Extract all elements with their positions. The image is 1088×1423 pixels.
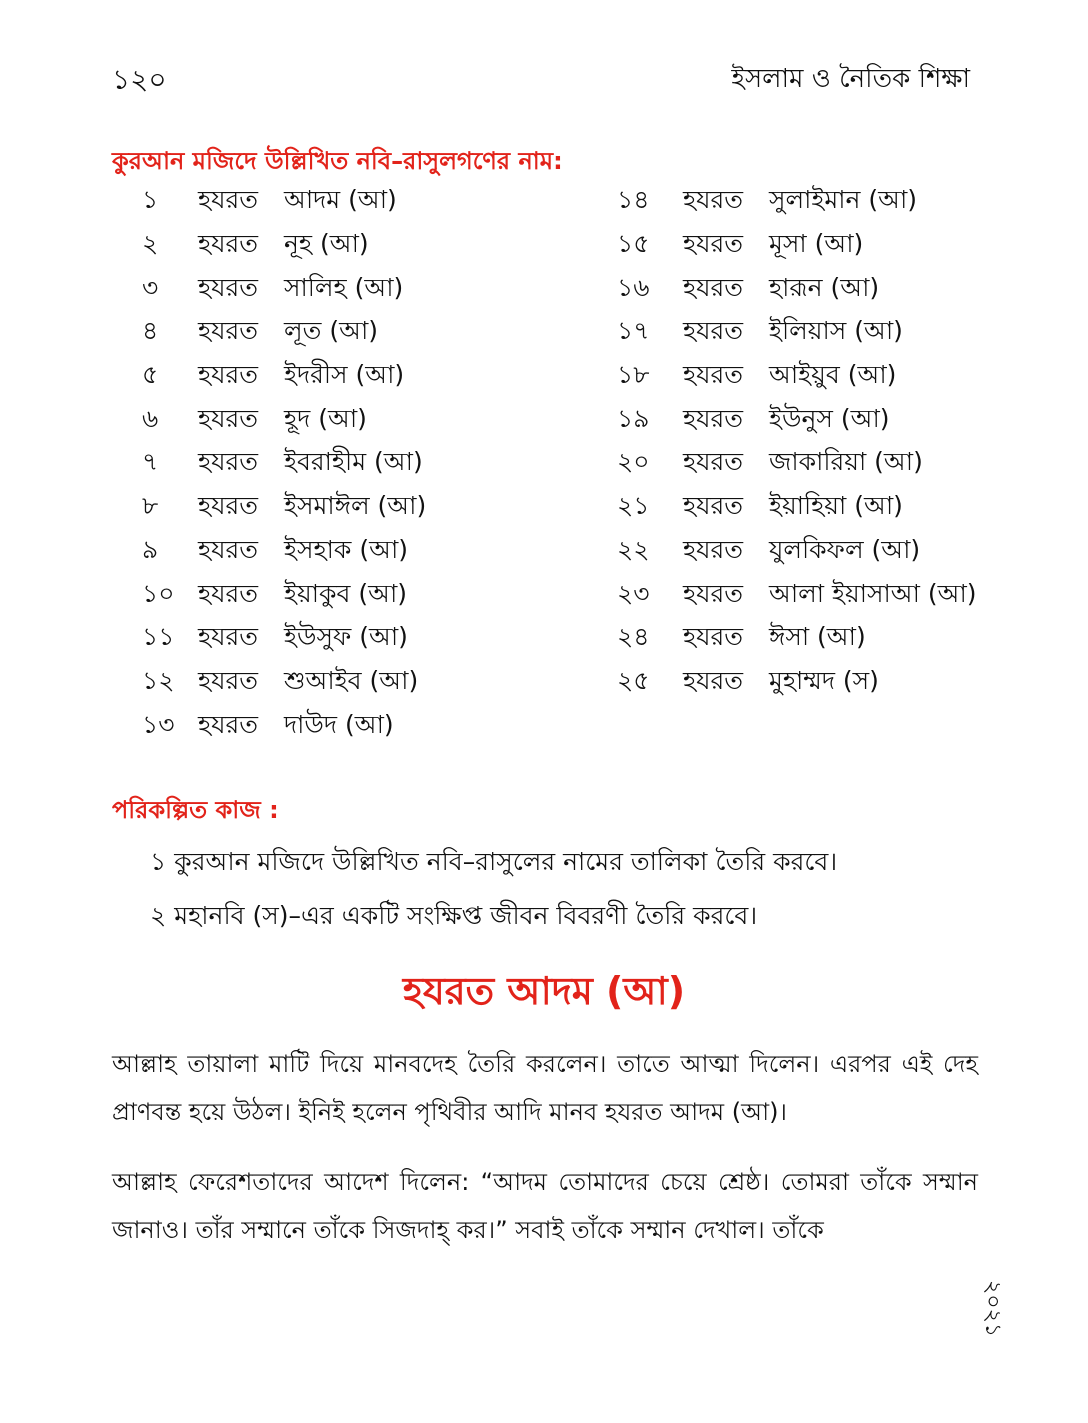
item-number: ১৮ (617, 360, 650, 390)
item-name: আলা ইয়াসাআ (আ) (769, 578, 977, 608)
item-text: কুরআন মজিদে উল্লিখিত নবি–রাসুলের নামের তালিকা তৈরি করবে। (174, 846, 838, 876)
list-item (142, 704, 426, 748)
margin-mark: ২০২১ (980, 1280, 1005, 1338)
item-name: নূহ (আ) (284, 229, 369, 259)
item-title: হযরত (683, 491, 744, 521)
item-name: মূসা (আ) (769, 229, 864, 259)
item-title: হযরত (683, 272, 744, 302)
item-number: ৫ (142, 360, 159, 390)
list-item (150, 836, 837, 890)
item-title: হযরত (198, 534, 259, 564)
item-title: হযরত (198, 447, 259, 477)
item-number: ১৭ (617, 316, 650, 346)
item-number: ১৪ (617, 185, 650, 215)
item-number: ১০ (142, 578, 175, 608)
list-item (142, 573, 426, 617)
item-name: মুহাম্মদ (স) (769, 665, 879, 695)
item-number: ২১ (617, 491, 650, 521)
item-number: ২৪ (617, 622, 650, 652)
item-number: ২৫ (617, 665, 650, 695)
item-name: লূত (আ) (284, 316, 379, 346)
item-name: ঈসা (আ) (769, 622, 866, 652)
item-title: হযরত (198, 229, 259, 259)
item-name: ইয়াকুব (আ) (284, 578, 407, 608)
item-title: হযরত (198, 709, 259, 739)
list-item (617, 530, 977, 574)
item-number: ১ (142, 185, 159, 215)
prophets-list-left (142, 180, 426, 748)
item-number: ৮ (142, 491, 159, 521)
item-name: ইদরীস (আ) (284, 360, 405, 390)
list-item (150, 890, 837, 944)
prophets-list-heading: কুরআন মজিদে উল্লিখিত নবি–রাসুলগণের নাম: (112, 147, 563, 175)
list-item (142, 617, 426, 661)
item-title: হযরত (683, 185, 744, 215)
item-number: ৬ (142, 403, 159, 433)
list-item (142, 224, 426, 268)
item-name: ইসহাক (আ) (284, 534, 409, 564)
item-title: হযরত (198, 360, 259, 390)
item-number: ১ (150, 846, 167, 876)
list-item (142, 398, 426, 442)
list-item (617, 355, 977, 399)
item-name: দাউদ (আ) (284, 709, 394, 739)
item-number: ১৫ (617, 229, 650, 259)
list-item (617, 311, 977, 355)
item-title: হযরত (683, 578, 744, 608)
item-title: হযরত (198, 622, 259, 652)
list-item (617, 486, 977, 530)
item-name: আইয়ুব (আ) (769, 360, 897, 390)
list-item (142, 661, 426, 705)
item-name: ইসমাঈল (আ) (284, 491, 427, 521)
item-name: হূদ (আ) (284, 403, 367, 433)
list-item (617, 617, 977, 661)
list-item (617, 180, 977, 224)
item-title: হযরত (198, 403, 259, 433)
planned-work-list (150, 836, 837, 944)
item-name: সুলাইমান (আ) (769, 185, 918, 215)
item-title: হযরত (683, 403, 744, 433)
list-item (142, 311, 426, 355)
paragraph: আল্লাহ ফেরেশতাদের আদেশ দিলেন: “আদম তোমাদের চেয়ে শ্রেষ্ঠ। তোমরা তাঁকে সম্মান জানাও। তাঁর সম্মানে তাঁকে সিজদাহ্ কর।” সবাই তাঁকে সম্মান দেখাল। তাঁকে (112, 1168, 978, 1244)
item-title: হযরত (198, 272, 259, 302)
item-number: ১৬ (617, 272, 650, 302)
item-name: যুলকিফল (আ) (769, 534, 921, 564)
list-item (617, 267, 977, 311)
list-item (142, 530, 426, 574)
list-item (142, 267, 426, 311)
item-name: ইউসুফ (আ) (284, 622, 408, 652)
item-title: হযরত (198, 578, 259, 608)
item-name: সালিহ (আ) (284, 272, 404, 302)
item-title: হযরত (198, 316, 259, 346)
item-title: হযরত (683, 534, 744, 564)
list-item (617, 442, 977, 486)
item-title: হযরত (683, 360, 744, 390)
item-title: হযরত (683, 622, 744, 652)
item-title: হযরত (683, 447, 744, 477)
list-item (617, 224, 977, 268)
section-title: হযরত আদম (আ) (402, 969, 686, 1013)
item-number: ১৯ (617, 403, 650, 433)
item-name: ইয়াহিয়া (আ) (769, 491, 903, 521)
item-name: ইলিয়াস (আ) (769, 316, 903, 346)
list-item (617, 573, 977, 617)
item-name: ইবরাহীম (আ) (284, 447, 423, 477)
list-item (142, 486, 426, 530)
item-number: ১২ (142, 665, 175, 695)
item-title: হযরত (683, 229, 744, 259)
item-name: ইউনুস (আ) (769, 403, 890, 433)
list-item (142, 355, 426, 399)
item-name: জাকারিয়া (আ) (769, 447, 923, 477)
prophets-list-right (617, 180, 977, 704)
planned-work-heading: পরিকল্পিত কাজ : (112, 796, 279, 824)
item-name: শুআইব (আ) (284, 665, 419, 695)
item-number: ২ (142, 229, 159, 259)
running-head: ইসলাম ও নৈতিক শিক্ষা (731, 64, 970, 94)
item-title: হযরত (198, 185, 259, 215)
item-number: ৯ (142, 534, 159, 564)
paragraph: আল্লাহ তায়ালা মাটি দিয়ে মানবদেহ তৈরি করলেন। তাতে আত্মা দিলেন। এরপর এই দেহ প্রাণবন্ত হয়ে উঠল। ইনিই হলেন পৃথিবীর আদি মানব হযরত আদম (আ)। (112, 1050, 978, 1126)
list-item (617, 661, 977, 705)
item-title: হযরত (198, 491, 259, 521)
item-name: আদম (আ) (284, 185, 397, 215)
item-title: হযরত (683, 665, 744, 695)
item-number: ৭ (142, 447, 159, 477)
item-title: হযরত (683, 316, 744, 346)
page-number: ১২০ (112, 63, 167, 96)
item-name: হারূন (আ) (769, 272, 880, 302)
item-number: ২৩ (617, 578, 650, 608)
list-item (142, 442, 426, 486)
item-number: ২ (150, 900, 167, 930)
item-number: ৩ (142, 272, 159, 302)
list-item (617, 398, 977, 442)
list-item (142, 180, 426, 224)
item-number: ১৩ (142, 709, 175, 739)
item-text: মহানবি (স)–এর একটি সংক্ষিপ্ত জীবন বিবরণী তৈরি করবে। (174, 900, 758, 930)
item-title: হযরত (198, 665, 259, 695)
item-number: ১১ (142, 622, 175, 652)
item-number: ৪ (142, 316, 159, 346)
item-number: ২০ (617, 447, 650, 477)
item-number: ২২ (617, 534, 650, 564)
